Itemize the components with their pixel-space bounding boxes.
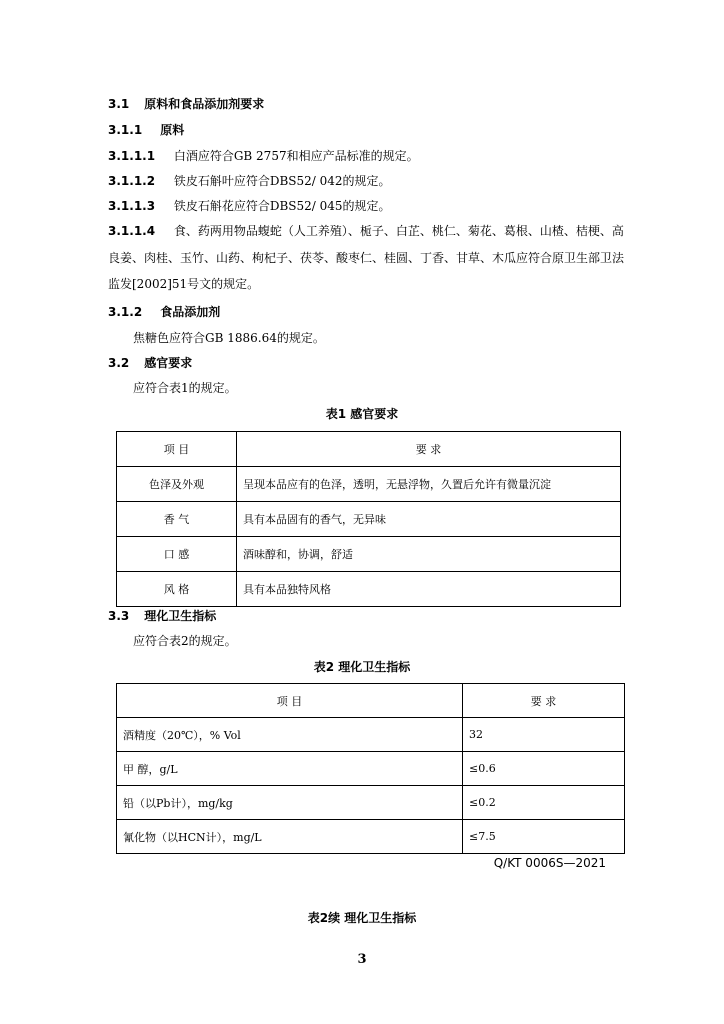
table-header-cell: 项 目 (117, 684, 463, 718)
table-cell: 色泽及外观 (117, 467, 237, 502)
heading-title: 感官要求 (144, 356, 193, 370)
table2-caption: 表2 理化卫生指标 (313, 660, 411, 674)
item-number: 3.1.1.3 (108, 199, 156, 213)
table-row (117, 820, 625, 854)
item-number: 3.1.1.1 (108, 149, 156, 163)
item-text: 食、药两用物品蝮蛇（人工养殖）、栀子、白芷、桃仁、菊花、葛根、山楂、桔梗、高 (173, 224, 624, 238)
item-number: 3.1.1.4 (108, 224, 156, 238)
table-header-cell: 要 求 (237, 432, 621, 467)
item-text: 白酒应符合GB 2757和相应产品标准的规定。 (173, 149, 419, 163)
item-text: 铁皮石斛叶应符合DBS52/ 042的规定。 (173, 174, 391, 188)
sensory-table (116, 431, 621, 607)
heading-title: 理化卫生指标 (144, 609, 217, 623)
heading-3-1-1 (108, 122, 184, 138)
table-cell: 具有本品固有的香气，无异味 (237, 502, 621, 537)
heading-title: 原料和食品添加剂要求 (144, 97, 265, 111)
standard-number: Q/KT 0006S—2021 (493, 856, 606, 870)
table1-caption: 表1 感官要求 (325, 407, 399, 421)
heading-number: 3.1 (108, 97, 130, 111)
table-cell: 酒精度（20℃），% Vol (117, 718, 463, 752)
heading-number: 3.1.2 (108, 305, 143, 319)
physicochemical-table (116, 683, 625, 854)
table-cell: 氰化物（以HCN计），mg/L (117, 820, 463, 854)
table-row (117, 572, 621, 607)
table-cell: 口 感 (117, 537, 237, 572)
item-3-1-1-2 (108, 173, 391, 189)
table-cell: 32 (463, 718, 625, 752)
item-number: 3.1.1.2 (108, 174, 156, 188)
item-3-1-1-4-continuation: 监发[2002]51号文的规定。 (108, 277, 260, 291)
table-cell: ≤0.6 (463, 752, 625, 786)
item-3-1-1-1 (108, 148, 419, 164)
table-cell: 呈现本品应有的色泽，透明，无悬浮物，久置后允许有微量沉淀 (237, 467, 621, 502)
heading-3-1 (108, 96, 264, 112)
table-row (117, 752, 625, 786)
heading-number: 3.2 (108, 356, 130, 370)
table-cell: 香 气 (117, 502, 237, 537)
paragraph-table1-ref: 应符合表1的规定。 (133, 381, 237, 395)
table-row (117, 467, 621, 502)
heading-3-2 (108, 355, 192, 371)
table-row (117, 718, 625, 752)
table-cell: 风 格 (117, 572, 237, 607)
table-cell: 甲 醇，g/L (117, 752, 463, 786)
heading-title: 原料 (160, 123, 185, 137)
table-header-row (117, 432, 621, 467)
item-3-1-1-3 (108, 198, 391, 214)
table-cell: 铅（以Pb计），mg/kg (117, 786, 463, 820)
item-3-1-1-4 (108, 223, 624, 239)
heading-number: 3.1.1 (108, 123, 143, 137)
table-cell: ≤0.2 (463, 786, 625, 820)
heading-3-1-2 (108, 304, 220, 320)
item-3-1-1-4-continuation: 良姜、肉桂、玉竹、山药、枸杞子、茯苓、酸枣仁、桂圆、丁香、甘草、木瓜应符合原卫生部卫法 (108, 251, 625, 265)
table-cell: 具有本品独特风格 (237, 572, 621, 607)
paragraph-table2-ref: 应符合表2的规定。 (133, 634, 237, 648)
item-text: 铁皮石斛花应符合DBS52/ 045的规定。 (173, 199, 391, 213)
table-header-cell: 项 目 (117, 432, 237, 467)
table-row (117, 537, 621, 572)
table-row (117, 786, 625, 820)
table-row (117, 502, 621, 537)
table-header-row (117, 684, 625, 718)
table-header-cell: 要 求 (463, 684, 625, 718)
table-cell: 酒味醇和，协调，舒适 (237, 537, 621, 572)
table2-continued-caption: 表2续 理化卫生指标 (307, 911, 417, 925)
page-number: 3 (357, 952, 367, 967)
table-cell: ≤7.5 (463, 820, 625, 854)
paragraph-caramel: 焦糖色应符合GB 1886.64的规定。 (133, 331, 325, 345)
heading-number: 3.3 (108, 609, 130, 623)
heading-title: 食品添加剂 (160, 305, 221, 319)
heading-3-3 (108, 608, 216, 624)
